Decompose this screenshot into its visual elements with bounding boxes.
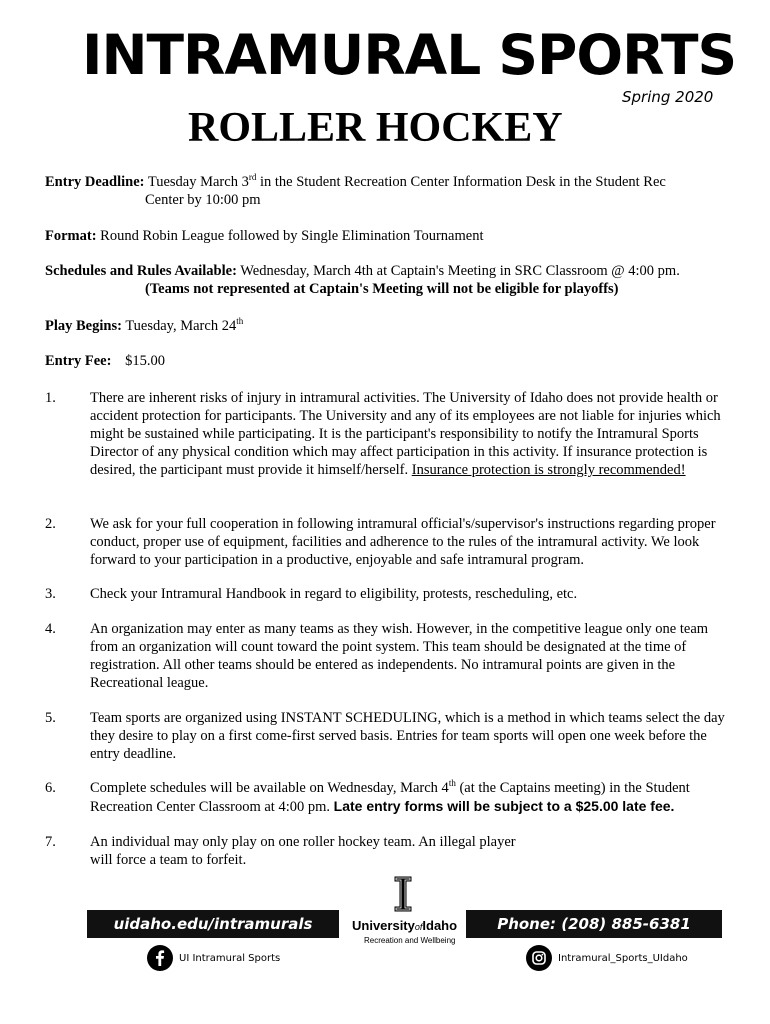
item-sup: th	[448, 778, 456, 789]
facebook-icon	[147, 945, 173, 971]
sport-title: ROLLER HOCKEY	[188, 105, 563, 151]
instagram-icon	[526, 945, 552, 971]
schedules	[45, 262, 680, 280]
item-number: 7.	[45, 834, 56, 850]
item-number: 2.	[45, 516, 56, 532]
entry-deadline-label: Entry Deadline:	[45, 174, 145, 190]
insurance-note: Insurance protection is strongly recommended!	[411, 462, 686, 478]
entry-deadline-time: Center by 10:00 pm	[145, 192, 261, 208]
banner-title: INTRAMURAL SPORTS	[82, 23, 737, 87]
item-text: An organization may enter as many teams as they wish. However, in the competitive league only one team from an organization will count toward the point system. This team should be designated at the time of registration. All other teams should be entered as independents. No intramural points are given in the Recreational league.	[90, 621, 709, 691]
item-text: Team sports are organized using INSTANT SCHEDULING, which is a method in which teams select the day they desire to play on a first come-first served basis. Entries for team sports will open one week before the entry deadline.	[90, 710, 725, 762]
fee-value: $15.00	[125, 353, 165, 369]
instagram-link[interactable]	[526, 944, 688, 972]
univ-name: University	[352, 918, 415, 933]
play-sup: th	[236, 316, 244, 327]
item-body: Complete schedules will be available on Wednesday, March 4	[90, 780, 449, 796]
item-line: An individual may only play on one roller hockey team. An illegal player	[90, 834, 516, 850]
schedules-label: Schedules and Rules Available:	[45, 263, 237, 279]
item-number: 3.	[45, 586, 56, 602]
late-fee-note: Late entry forms will be subject to a $25.00 late fee.	[333, 798, 675, 814]
univ-of: of	[414, 922, 423, 932]
university-i-logo-icon	[393, 875, 413, 913]
item-number: 6.	[45, 780, 56, 796]
item-text: Check your Intramural Handbook in regard to eligibility, protests, rescheduling, etc.	[90, 586, 578, 602]
entry-deadline-sup: rd	[248, 172, 257, 183]
item-body-cont: (at the Captains meeting) in the Student Recreation Center Classroom at 4:00 pm.	[90, 780, 690, 815]
item-body: There are inherent risks of injury in intramural activities. The University of Idaho does not provide health or accident protection for participants. The University and any of its employees are not liable for injuries which might be sustained while participating. It is the participant's responsibility to notify the Intramural Sports Director of any physical condition which may affect participation in this activity. If insurance protection is desired, the participant must provide it himself/herself.	[90, 390, 721, 478]
phone-bar: Phone: (208) 885-6381	[466, 910, 722, 938]
item-number: 5.	[45, 710, 56, 726]
fee-label: Entry Fee:	[45, 353, 112, 369]
entry-deadline-location: in the Student Recreation Center Information Desk in the Student Rec	[256, 174, 666, 190]
recreation-subtitle: Recreation and Wellbeing	[364, 936, 456, 945]
instagram-handle: Intramural_Sports_UIdaho	[558, 952, 688, 964]
format	[45, 227, 483, 245]
play-label: Play Begins:	[45, 318, 122, 334]
format-text: Round Robin League followed by Single Elimination Tournament	[100, 228, 484, 244]
item-line: will force a team to forfeit.	[90, 852, 247, 868]
season-label: Spring 2020	[622, 88, 714, 106]
entry-fee	[45, 352, 165, 370]
facebook-handle: UI Intramural Sports	[179, 952, 281, 964]
item-text	[90, 389, 725, 479]
entry-deadline	[45, 173, 666, 191]
play-begins	[45, 317, 243, 335]
format-label: Format:	[45, 228, 97, 244]
website-bar[interactable]: uidaho.edu/intramurals	[87, 910, 339, 938]
univ-state: Idaho	[422, 918, 458, 933]
item-number: 4.	[45, 621, 56, 637]
item-text	[90, 779, 725, 816]
schedules-text: Wednesday, March 4th at Captain's Meeting in SRC Classroom @ 4:00 pm.	[240, 263, 680, 279]
item-number: 1.	[45, 390, 56, 406]
schedules-note: (Teams not represented at Captain's Meeting will not be eligible for playoffs)	[145, 281, 619, 297]
item-text	[90, 833, 725, 869]
item-text: We ask for your full cooperation in following intramural official's/supervisor's instructions regarding proper conduct, proper use of equipment, facilities and adherence to the rules of the intramural activity. We look forward to your participation in a productive, enjoyable and safe intramural program.	[90, 516, 716, 568]
play-date: Tuesday, March 24	[125, 318, 237, 334]
entry-deadline-date: Tuesday March 3	[147, 174, 249, 190]
university-wordmark	[352, 918, 457, 933]
facebook-link[interactable]	[147, 944, 280, 972]
